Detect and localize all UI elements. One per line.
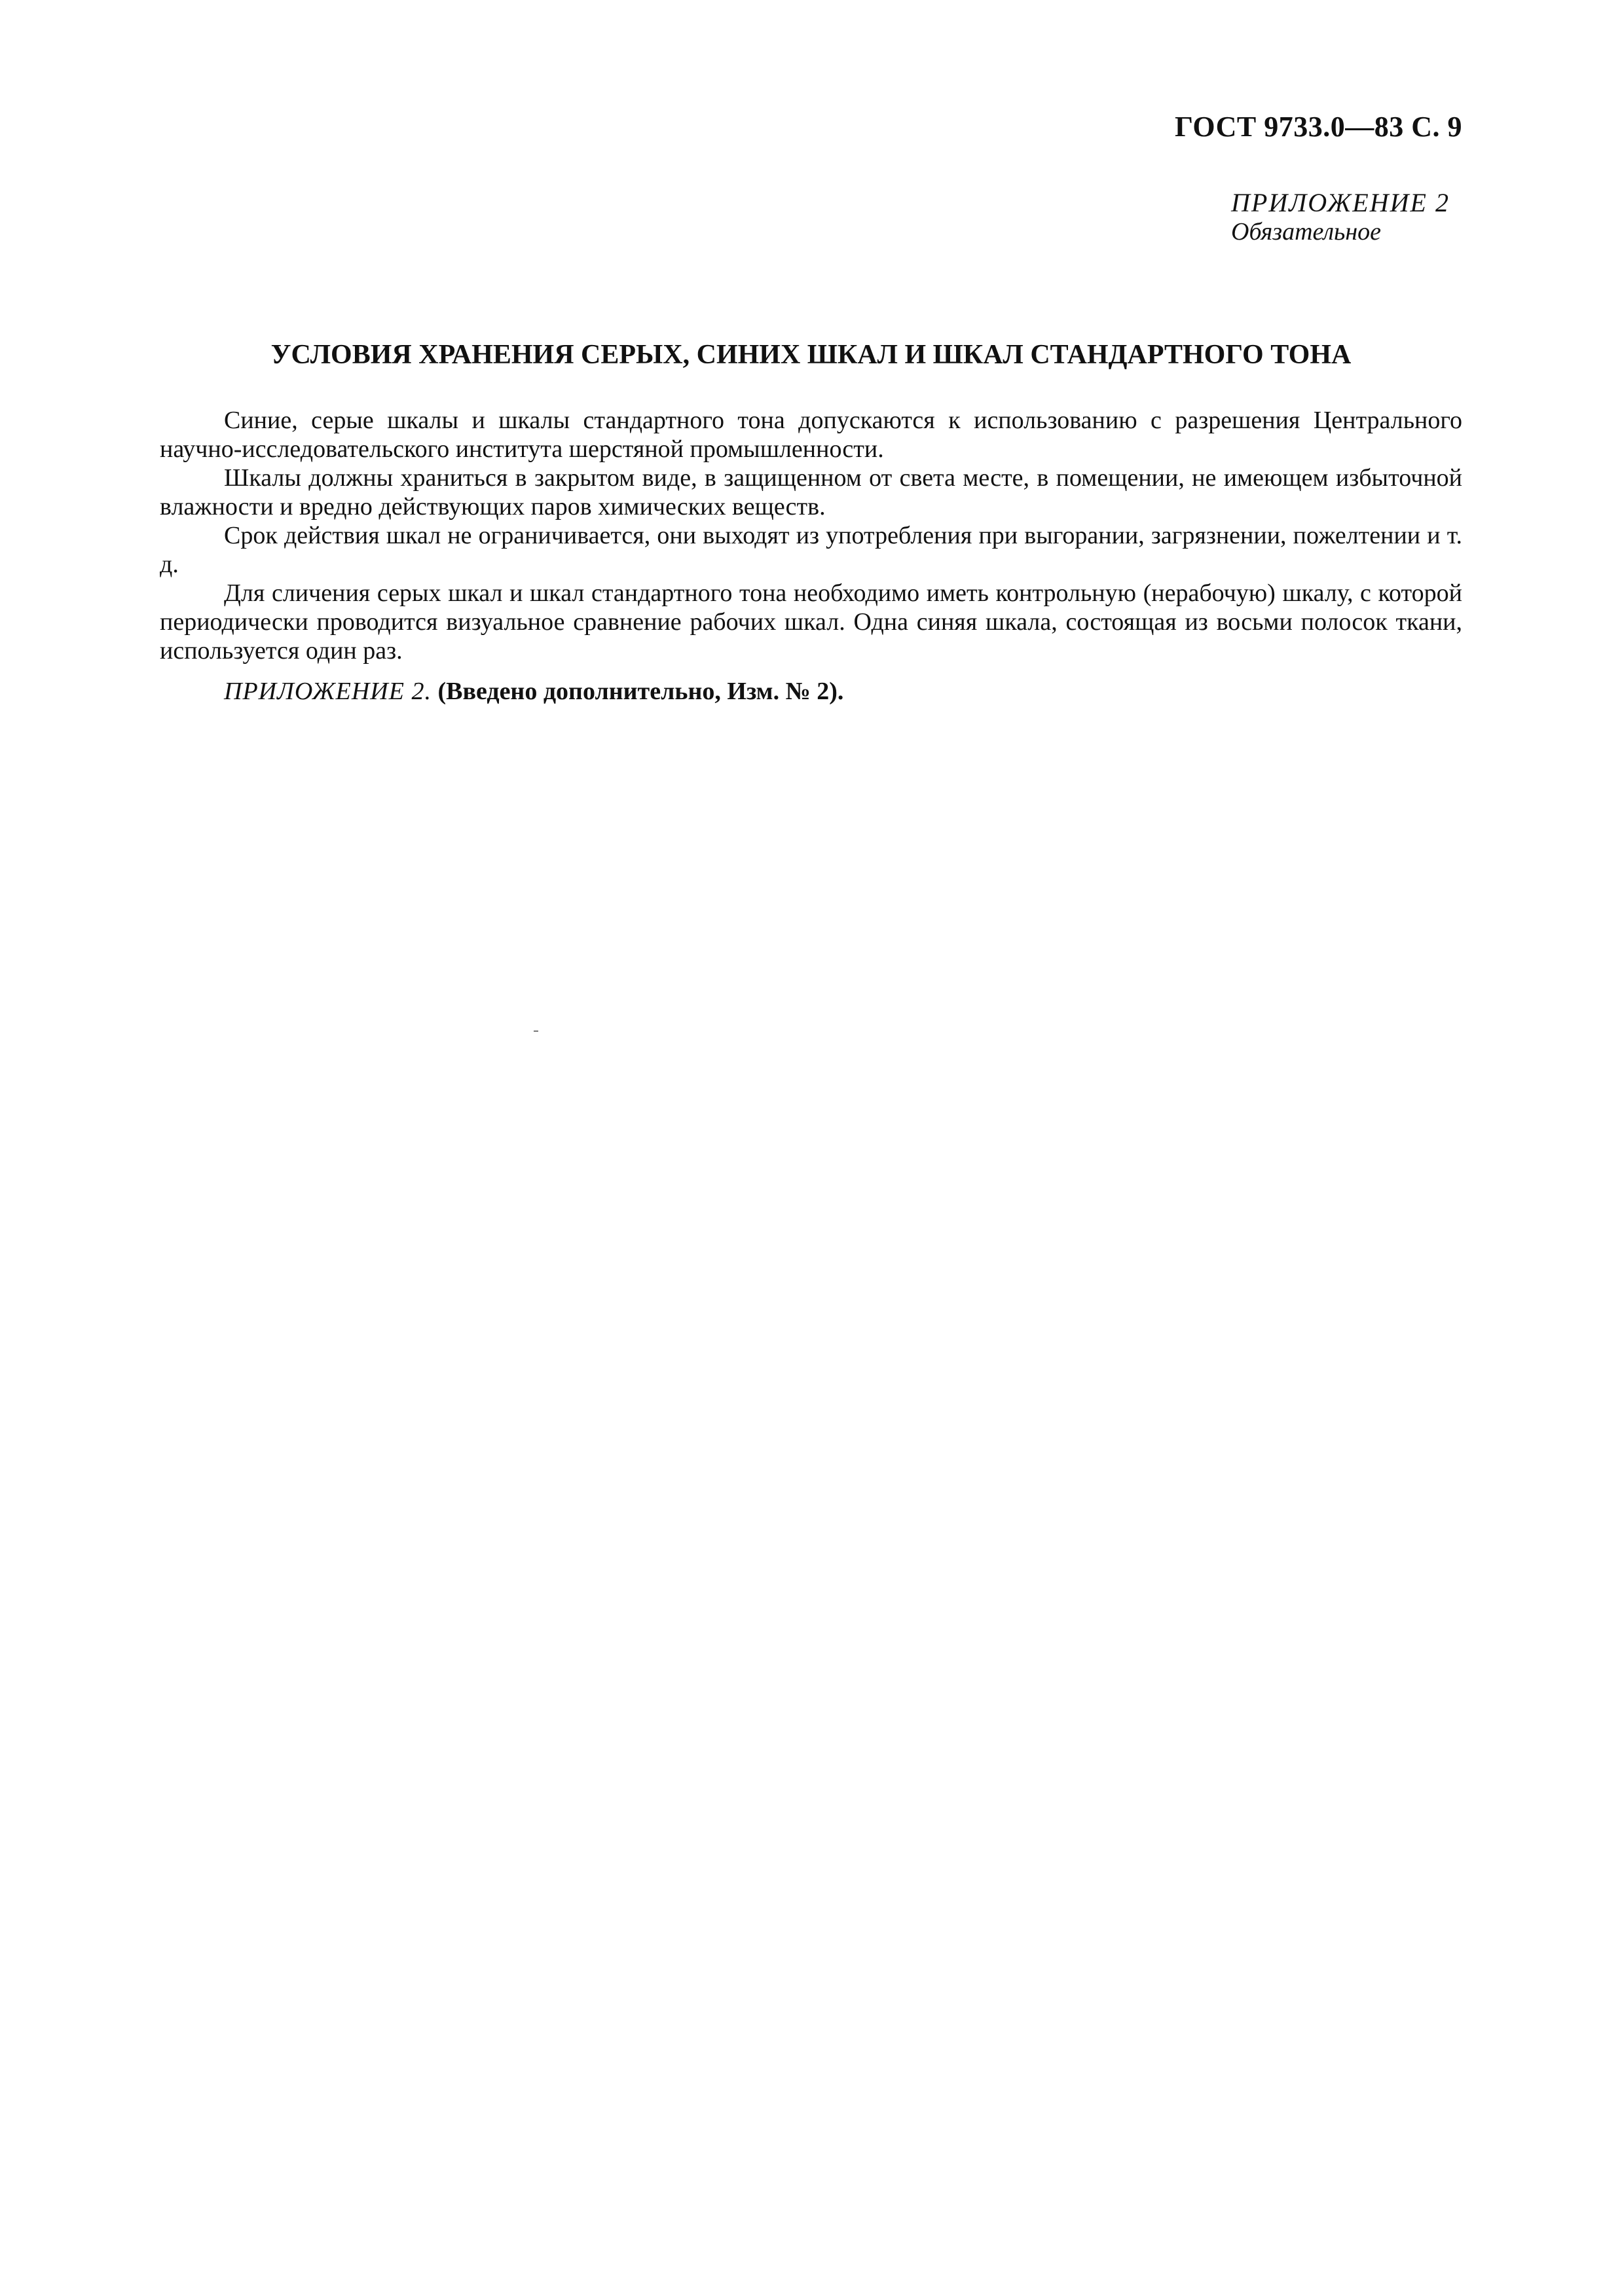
appendix-label: ПРИЛОЖЕНИЕ 2 [1231, 188, 1450, 217]
paragraph-storage-conditions: Шкалы должны храниться в закрытом виде, в защищенном от света месте, в помещении, не имеющем избыточной влажности и вредно действующих паров химических веществ. [160, 464, 1462, 520]
scan-artifact-mark [534, 1030, 538, 1032]
paragraph-control-scale: Для сличения серых шкал и шкал стандартного тона необходимо иметь контрольную (нерабочую) шкалу, с которой периодически проводится визуальное сравнение рабочих шкал. Одна синяя шкала, состоящая из восьми полосок ткани, используется один раз. [160, 579, 1462, 665]
body-text [160, 406, 1462, 665]
paragraph-validity-period: Срок действия шкал не ограничивается, они выходят из употребления при выгорании, загрязнении, пожелтении и т. д. [160, 522, 1462, 578]
page-header-code: ГОСТ 9733.0—83 С. 9 [1174, 111, 1462, 143]
amendment-note-label: ПРИЛОЖЕНИЕ 2. [224, 678, 432, 705]
amendment-note [224, 677, 843, 706]
paragraph-usage-permission: Синие, серые шкалы и шкалы стандартного тона допускаются к использованию с разрешения Центрального научно-исследовательского института шерстяной промышленности. [160, 407, 1462, 463]
section-title: УСЛОВИЯ ХРАНЕНИЯ СЕРЫХ, СИНИХ ШКАЛ И ШКАЛ СТАНДАРТНОГО ТОНА [270, 340, 1352, 370]
appendix-status: Обязательное [1231, 218, 1382, 246]
amendment-note-text: (Введено дополнительно, Изм. № 2). [437, 678, 844, 705]
